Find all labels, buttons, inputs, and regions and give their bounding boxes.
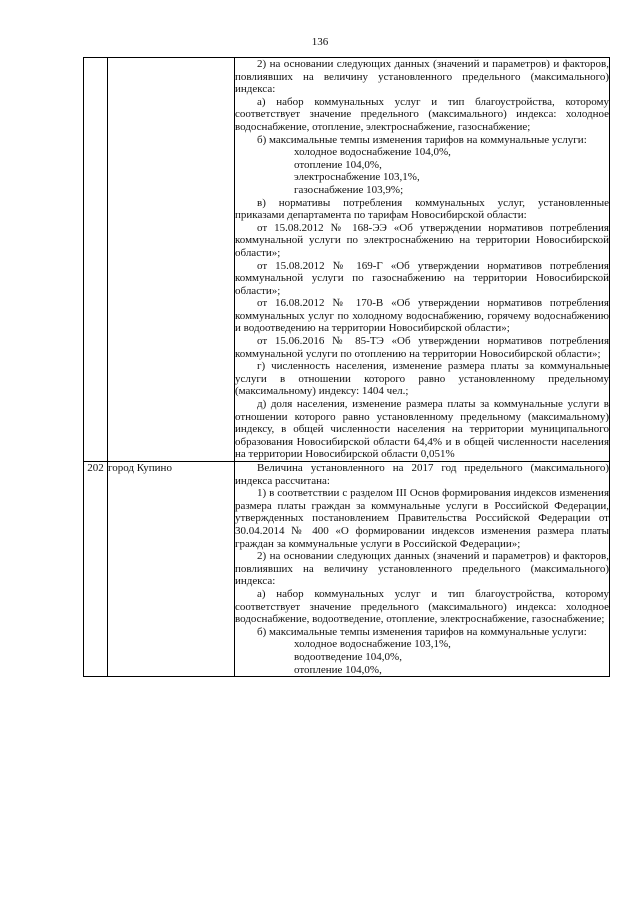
paragraph: д) доля населения, изменение размера платы за коммунальные услуги в отношении которого равно установленному предельному (максимальному) индексу, в общей численности населения на территории муниципального образования Новосибирской области 64,4% и в общей численности населения на территории Новосибирской области 0,051% xyxy=(235,398,609,461)
paragraph: а) набор коммунальных услуг и тип благоустройства, которому соответствует значение предельного (максимального) индекса: холодное водоснабжение, отопление, электроснабжение, газоснабжение; xyxy=(235,95,609,133)
paragraph: б) максимальные темпы изменения тарифов на коммунальные услуги: xyxy=(257,625,587,638)
index-description-cell xyxy=(235,462,610,677)
municipality-name-cell xyxy=(108,58,235,462)
paragraph: б) максимальные темпы изменения тарифов на коммунальные услуги: xyxy=(257,133,587,146)
tariff-list-item: отопление 104,0%, xyxy=(294,158,382,171)
tariff-list-item: водоотведение 104,0%, xyxy=(294,650,402,663)
paragraph: г) численность населения, изменение размера платы за коммунальные услуги в отношении которого равно установленному предельному (максимальному) индексу: 1404 чел.; xyxy=(235,360,609,398)
table-body xyxy=(84,58,610,677)
paragraph: 2) на основании следующих данных (значений и параметров) и факторов, повлиявших на величину установленного предельного (максимального) индекса: xyxy=(235,58,609,96)
tariff-list-item: электроснабжение 103,1%, xyxy=(294,171,420,184)
paragraph: в) нормативы потребления коммунальных услуг, установленные приказами департамента по тарифам Новосибирской области: xyxy=(235,196,609,222)
paragraph: 2) на основании следующих данных (значений и параметров) и факторов, повлиявших на величину установленного предельного (максимального) индекса: xyxy=(235,550,609,588)
paragraph: Величина установленного на 2017 год предельного (максимального) индекса рассчитана: xyxy=(235,462,609,487)
row-number-cell: 202 xyxy=(84,462,108,677)
tariff-list-item: отопление 104,0%, xyxy=(294,663,382,676)
paragraph: от 15.06.2016 № 85-ТЭ «Об утверждении нормативов потребления коммунальной услуги по отоплению на территории Новосибирской области»; xyxy=(235,335,609,360)
row-number-cell xyxy=(84,58,108,462)
tariff-table xyxy=(83,57,610,677)
paragraph: а) набор коммунальных услуг и тип благоустройства, которому соответствует значение предельного (максимального) индекса: холодное водоснабжение, водоотведение, отопление, электроснабжение, газоснабжение; xyxy=(235,587,609,626)
index-description-cell xyxy=(235,58,610,462)
tariff-list-item: холодное водоснабжение 104,0%, xyxy=(294,146,451,159)
paragraph: от 15.08.2012 № 169-Г «Об утверждении нормативов потребления коммунальной услуги по газоснабжению на территории Новосибирской области»; xyxy=(235,259,609,297)
paragraph: 1) в соответствии с разделом III Основ формирования индексов изменения размера платы граждан за коммунальные услуги в Российской Федерации, утвержденных постановлением Правительства Российской Федерации от 30.04.2014 № 400 «О формировании индексов изменения размера платы граждан за коммунальные услуги в Российской Федерации»; xyxy=(235,487,609,550)
paragraph: от 16.08.2012 № 170-В «Об утверждении нормативов потребления коммунальных услуг по холодному водоснабжению, горячему водоснабжению и водоотведению на территории Новосибирской области»; xyxy=(235,297,609,335)
page-number: 136 xyxy=(311,36,329,48)
table-row xyxy=(84,58,610,462)
municipality-name-cell: город Купино xyxy=(108,462,235,677)
paragraph: от 15.08.2012 № 168-ЭЭ «Об утверждении нормативов потребления коммунальной услуги по электроснабжению на территории Новосибирской области»; xyxy=(235,221,609,259)
table-row xyxy=(84,462,610,677)
tariff-list-item: холодное водоснабжение 103,1%, xyxy=(294,638,451,651)
tariff-list-item: газоснабжение 103,9%; xyxy=(294,183,404,196)
